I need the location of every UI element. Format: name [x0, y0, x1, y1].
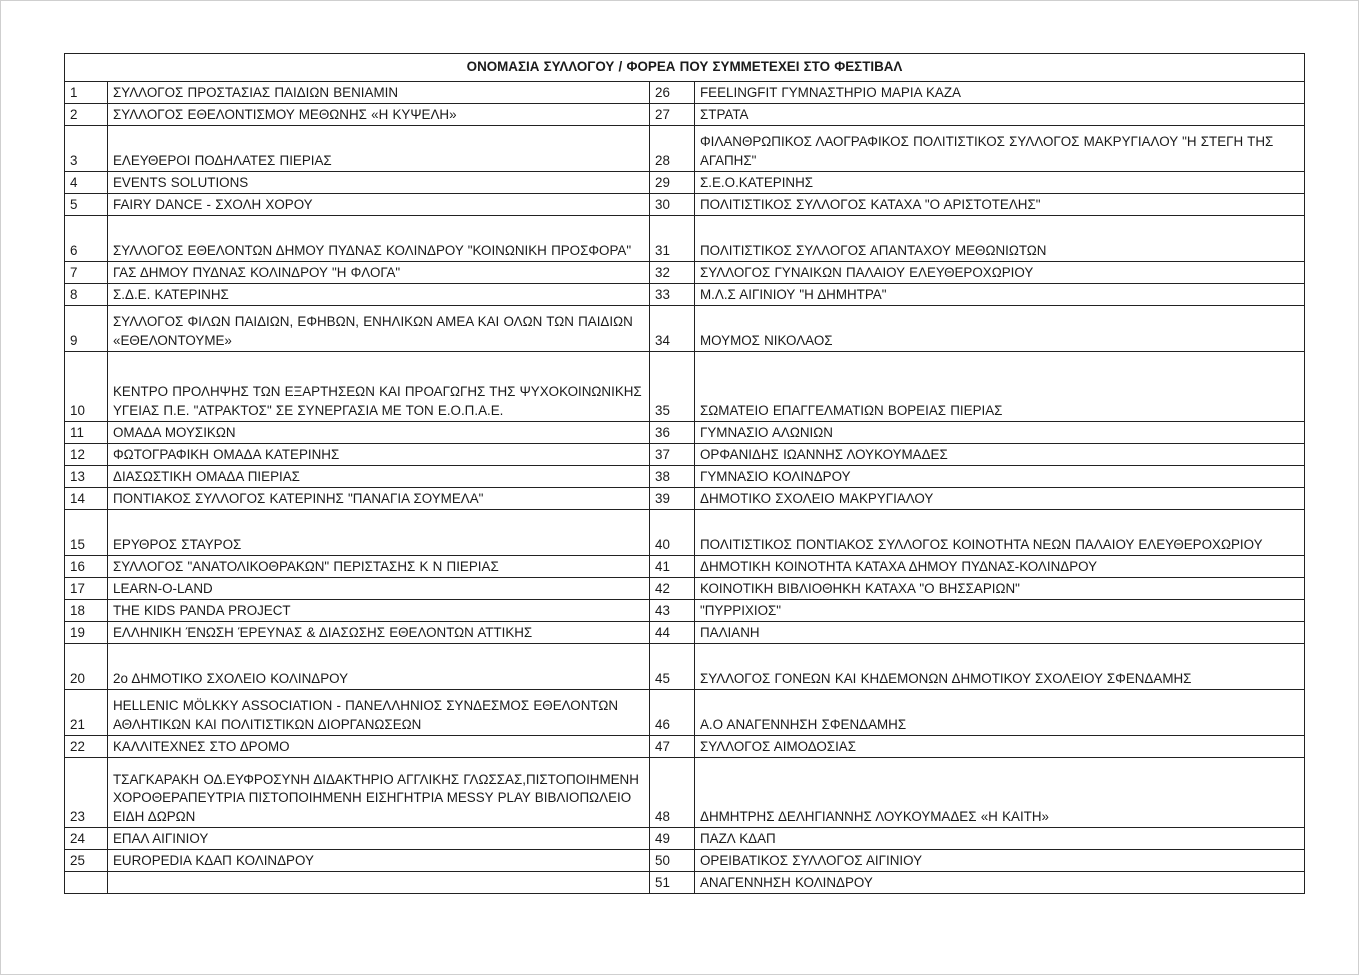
- organization-name-left: ΕΡΥΘΡΟΣ ΣΤΑΥΡΟΣ: [108, 510, 650, 556]
- organization-name-left: ΠΟΝΤΙΑΚΟΣ ΣΥΛΛΟΓΟΣ ΚΑΤΕΡΙΝΗΣ "ΠΑΝΑΓΙΑ ΣΟΥΜΕΛΑ": [108, 488, 650, 510]
- table-row: [65, 262, 1305, 284]
- row-number-right: 44: [650, 622, 695, 644]
- row-number-left: [65, 872, 108, 894]
- organization-name-left: Σ.Δ.Ε. ΚΑΤΕΡΙΝΗΣ: [108, 284, 650, 306]
- row-number-left: 22: [65, 736, 108, 758]
- row-number-right: 32: [650, 262, 695, 284]
- row-number-left: 13: [65, 466, 108, 488]
- row-number-right: 51: [650, 872, 695, 894]
- organization-name-right: Μ.Λ.Σ ΑΙΓΙΝΙΟΥ "Η ΔΗΜΗΤΡΑ": [695, 284, 1305, 306]
- row-number-right: 34: [650, 306, 695, 352]
- organization-name-right: ΦΙΛΑΝΘΡΩΠΙΚΟΣ ΛΑΟΓΡΑΦΙΚΟΣ ΠΟΛΙΤΙΣΤΙΚΟΣ ΣΥΛΛΟΓΟΣ ΜΑΚΡΥΓΙΑΛΟΥ "Η ΣΤΕΓΗ ΤΗΣ ΑΓΑΠΗΣ": [695, 126, 1305, 172]
- table-row: [65, 578, 1305, 600]
- organization-name-right: ΣΥΛΛΟΓΟΣ ΑΙΜΟΔΟΣΙΑΣ: [695, 736, 1305, 758]
- organization-name-left: LEARN-O-LAND: [108, 578, 650, 600]
- organization-name-right: ΓΥΜΝΑΣΙΟ ΚΟΛΙΝΔΡΟΥ: [695, 466, 1305, 488]
- organization-name-right: ΜΟΥΜΟΣ ΝΙΚΟΛΑΟΣ: [695, 306, 1305, 352]
- organization-name-right: FEELINGFIT ΓΥΜΝΑΣΤΗΡΙΟ ΜΑΡΙΑ ΚΑΖΑ: [695, 82, 1305, 104]
- row-number-right: 39: [650, 488, 695, 510]
- organization-name-right: ΔΗΜΗΤΡΗΣ ΔΕΛΗΓΙΑΝΝΗΣ ΛΟΥΚΟΥΜΑΔΕΣ «Η ΚΑΙΤΗ»: [695, 758, 1305, 828]
- organization-name-left: [108, 872, 650, 894]
- organization-name-right: ΣΥΛΛΟΓΟΣ ΓΥΝΑΙΚΩΝ ΠΑΛΑΙΟΥ ΕΛΕΥΘΕΡΟΧΩΡΙΟΥ: [695, 262, 1305, 284]
- organization-name-right: ΣΤΡΑΤΑ: [695, 104, 1305, 126]
- organization-name-right: ΠΑΖΛ ΚΔΑΠ: [695, 828, 1305, 850]
- row-number-left: 9: [65, 306, 108, 352]
- row-number-right: 29: [650, 172, 695, 194]
- table-title-row: [65, 54, 1305, 82]
- table-row: [65, 422, 1305, 444]
- row-number-left: 8: [65, 284, 108, 306]
- row-number-left: 18: [65, 600, 108, 622]
- table-row: [65, 352, 1305, 422]
- row-number-right: 27: [650, 104, 695, 126]
- row-number-left: 20: [65, 644, 108, 690]
- row-number-left: 10: [65, 352, 108, 422]
- row-number-right: 50: [650, 850, 695, 872]
- row-number-left: 2: [65, 104, 108, 126]
- organization-name-right: ΣΩΜΑΤΕΙΟ ΕΠΑΓΓΕΛΜΑΤΙΩΝ ΒΟΡΕΙΑΣ ΠΙΕΡΙΑΣ: [695, 352, 1305, 422]
- row-number-left: 12: [65, 444, 108, 466]
- row-number-left: 15: [65, 510, 108, 556]
- row-number-right: 30: [650, 194, 695, 216]
- organization-name-left: EVENTS SOLUTIONS: [108, 172, 650, 194]
- row-number-left: 14: [65, 488, 108, 510]
- organization-name-left: EUROPEDIA ΚΔΑΠ ΚΟΛΙΝΔΡΟΥ: [108, 850, 650, 872]
- organization-name-right: ΓΥΜΝΑΣΙΟ ΑΛΩΝΙΩΝ: [695, 422, 1305, 444]
- organization-name-left: HELLENIC MÖLKKY ASSOCIATION - ΠΑΝΕΛΛΗΝΙΟΣ ΣΥΝΔΕΣΜΟΣ ΕΘΕΛΟΝΤΩΝ ΑΘΛΗΤΙΚΩΝ ΚΑΙ ΠΟΛΙΤΙΣΤΙΚΩΝ ΔΙΟΡΓΑΝΩΣΕΩΝ: [108, 690, 650, 736]
- table-row: [65, 104, 1305, 126]
- organization-name-right: ΠΑΛΙΑΝΗ: [695, 622, 1305, 644]
- table-row: [65, 828, 1305, 850]
- organization-name-left: ΚΑΛΛΙΤΕΧΝΕΣ ΣΤΟ ΔΡΟΜΟ: [108, 736, 650, 758]
- row-number-left: 1: [65, 82, 108, 104]
- table-row: [65, 82, 1305, 104]
- row-number-right: 47: [650, 736, 695, 758]
- table-row: [65, 172, 1305, 194]
- row-number-right: 37: [650, 444, 695, 466]
- table-title: ΟΝΟΜΑΣΙΑ ΣΥΛΛΟΓΟΥ / ΦΟΡΕΑ ΠΟΥ ΣΥΜΜΕΤΕΧΕΙ ΣΤΟ ΦΕΣΤΙΒΑΛ: [65, 54, 1305, 82]
- row-number-right: 28: [650, 126, 695, 172]
- organization-name-right: ΠΟΛΙΤΙΣΤΙΚΟΣ ΠΟΝΤΙΑΚΟΣ ΣΥΛΛΟΓΟΣ ΚΟΙΝΟΤΗΤΑ ΝΕΩΝ ΠΑΛΑΙΟΥ ΕΛΕΥΘΕΡΟΧΩΡΙΟΥ: [695, 510, 1305, 556]
- table-row: [65, 644, 1305, 690]
- organization-name-right: ΟΡΕΙΒΑΤΙΚΟΣ ΣΥΛΛΟΓΟΣ ΑΙΓΙΝΙΟΥ: [695, 850, 1305, 872]
- organization-name-right: ΔΗΜΟΤΙΚΗ ΚΟΙΝΟΤΗΤΑ ΚΑΤΑΧΑ ΔΗΜΟΥ ΠΥΔΝΑΣ-ΚΟΛΙΝΔΡΟΥ: [695, 556, 1305, 578]
- table-row: [65, 872, 1305, 894]
- table-row: [65, 622, 1305, 644]
- row-number-right: 43: [650, 600, 695, 622]
- organization-name-left: ΓΑΣ ΔΗΜΟΥ ΠΥΔΝΑΣ ΚΟΛΙΝΔΡΟΥ "Η ΦΛΟΓΑ": [108, 262, 650, 284]
- row-number-right: 38: [650, 466, 695, 488]
- table-row: [65, 284, 1305, 306]
- organization-name-right: "ΠΥΡΡΙΧΙΟΣ": [695, 600, 1305, 622]
- table-row: [65, 466, 1305, 488]
- organization-name-left: ΣΥΛΛΟΓΟΣ ΦΙΛΩΝ ΠΑΙΔΙΩΝ, ΕΦΗΒΩΝ, ΕΝΗΛΙΚΩΝ ΑΜΕΑ ΚΑΙ ΟΛΩΝ ΤΩΝ ΠΑΙΔΙΩΝ «ΕΘΕΛΟΝΤΟΥΜΕ»: [108, 306, 650, 352]
- row-number-right: 45: [650, 644, 695, 690]
- organization-name-right: ΣΥΛΛΟΓΟΣ ΓΟΝΕΩΝ ΚΑΙ ΚΗΔΕΜΟΝΩΝ ΔΗΜΟΤΙΚΟΥ ΣΧΟΛΕΙΟΥ ΣΦΕΝΔΑΜΗΣ: [695, 644, 1305, 690]
- table-row: [65, 690, 1305, 736]
- row-number-left: 11: [65, 422, 108, 444]
- row-number-right: 46: [650, 690, 695, 736]
- organization-name-right: Σ.Ε.Ο.ΚΑΤΕΡΙΝΗΣ: [695, 172, 1305, 194]
- organization-name-right: Α.Ο ΑΝΑΓΕΝΝΗΣΗ ΣΦΕΝΔΑΜΗΣ: [695, 690, 1305, 736]
- row-number-left: 16: [65, 556, 108, 578]
- row-number-right: 40: [650, 510, 695, 556]
- row-number-left: 23: [65, 758, 108, 828]
- organization-name-left: FAIRY DANCE - ΣΧΟΛΗ ΧΟΡΟΥ: [108, 194, 650, 216]
- organization-name-left: ΦΩΤΟΓΡΑΦΙΚΗ ΟΜΑΔΑ ΚΑΤΕΡΙΝΗΣ: [108, 444, 650, 466]
- organization-name-left: 2ο ΔΗΜΟΤΙΚΟ ΣΧΟΛΕΙΟ ΚΟΛΙΝΔΡΟΥ: [108, 644, 650, 690]
- organization-name-left: ΤΣΑΓΚΑΡΑΚΗ ΟΔ.ΕΥΦΡΟΣΥΝΗ ΔΙΔΑΚΤΗΡΙΟ ΑΓΓΛΙΚΗΣ ΓΛΩΣΣΑΣ,ΠΙΣΤΟΠΟΙΗΜΕΝΗ ΧΟΡΟΘΕΡΑΠΕΥΤΡΙΑ ΠΙΣΤΟΠΟΙΗΜΕΝΗ ΕΙΣΗΓΗΤΡΙΑ MESSY PLAY ΒΙΒΛΙΟΠΩΛΕΙΟ ΕΙΔΗ ΔΩΡΩΝ: [108, 758, 650, 828]
- row-number-left: 5: [65, 194, 108, 216]
- row-number-right: 35: [650, 352, 695, 422]
- organization-name-right: ΟΡΦΑΝΙΔΗΣ ΙΩΑΝΝΗΣ ΛΟΥΚΟΥΜΑΔΕΣ: [695, 444, 1305, 466]
- organization-name-left: ΣΥΛΛΟΓΟΣ ΕΘΕΛΟΝΤΩΝ ΔΗΜΟΥ ΠΥΔΝΑΣ ΚΟΛΙΝΔΡΟΥ "ΚΟΙΝΩΝΙΚΗ ΠΡΟΣΦΟΡΑ": [108, 216, 650, 262]
- organization-name-right: ΚΟΙΝΟΤΙΚΗ ΒΙΒΛΙΟΘΗΚΗ ΚΑΤΑΧΑ "Ο ΒΗΣΣΑΡΙΩΝ": [695, 578, 1305, 600]
- organization-name-left: ΕΠΑΛ ΑΙΓΙΝΙΟΥ: [108, 828, 650, 850]
- participants-table: [64, 53, 1305, 894]
- table-row: [65, 306, 1305, 352]
- table-row: [65, 556, 1305, 578]
- table-row: [65, 758, 1305, 828]
- row-number-left: 7: [65, 262, 108, 284]
- row-number-left: 4: [65, 172, 108, 194]
- table-row: [65, 216, 1305, 262]
- row-number-left: 19: [65, 622, 108, 644]
- table-row: [65, 600, 1305, 622]
- row-number-right: 31: [650, 216, 695, 262]
- row-number-right: 26: [650, 82, 695, 104]
- organization-name-left: ΔΙΑΣΩΣΤΙΚΗ ΟΜΑΔΑ ΠΙΕΡΙΑΣ: [108, 466, 650, 488]
- table-row: [65, 736, 1305, 758]
- row-number-left: 17: [65, 578, 108, 600]
- organization-name-left: ΣΥΛΛΟΓΟΣ "ΑΝΑΤΟΛΙΚΟΘΡΑΚΩΝ" ΠΕΡΙΣΤΑΣΗΣ Κ Ν ΠΙΕΡΙΑΣ: [108, 556, 650, 578]
- row-number-right: 33: [650, 284, 695, 306]
- row-number-right: 49: [650, 828, 695, 850]
- row-number-left: 3: [65, 126, 108, 172]
- organization-name-right: ΔΗΜΟΤΙΚΟ ΣΧΟΛΕΙΟ ΜΑΚΡΥΓΙΑΛΟΥ: [695, 488, 1305, 510]
- organization-name-left: ΕΛΕΥΘΕΡΟΙ ΠΟΔΗΛΑΤΕΣ ΠΙΕΡΙΑΣ: [108, 126, 650, 172]
- table-row: [65, 126, 1305, 172]
- organization-name-left: ΚΕΝΤΡΟ ΠΡΟΛΗΨΗΣ ΤΩΝ ΕΞΑΡΤΗΣΕΩΝ ΚΑΙ ΠΡΟΑΓΩΓΗΣ ΤΗΣ ΨΥΧΟΚΟΙΝΩΝΙΚΗΣ ΥΓΕΙΑΣ Π.Ε. "ΑΤΡΑΚΤΟΣ" ΣΕ ΣΥΝΕΡΓΑΣΙΑ ΜΕ ΤΟΝ Ε.Ο.Π.Α.Ε.: [108, 352, 650, 422]
- table-row: [65, 850, 1305, 872]
- organization-name-right: ΠΟΛΙΤΙΣΤΙΚΟΣ ΣΥΛΛΟΓΟΣ ΚΑΤΑΧΑ "Ο ΑΡΙΣΤΟΤΕΛΗΣ": [695, 194, 1305, 216]
- row-number-right: 48: [650, 758, 695, 828]
- organization-name-left: THE KIDS PANDA PROJECT: [108, 600, 650, 622]
- row-number-right: 41: [650, 556, 695, 578]
- organization-name-right: ΑΝΑΓΕΝΝΗΣΗ ΚΟΛΙΝΔΡΟΥ: [695, 872, 1305, 894]
- row-number-left: 25: [65, 850, 108, 872]
- table-row: [65, 488, 1305, 510]
- organization-name-left: ΣΥΛΛΟΓΟΣ ΕΘΕΛΟΝΤΙΣΜΟΥ ΜΕΘΩΝΗΣ «Η ΚΥΨΕΛΗ»: [108, 104, 650, 126]
- row-number-left: 24: [65, 828, 108, 850]
- row-number-right: 36: [650, 422, 695, 444]
- organization-name-left: ΕΛΛΗΝΙΚΗ ΈΝΩΣΗ ΈΡΕΥΝΑΣ & ΔΙΑΣΩΣΗΣ ΕΘΕΛΟΝΤΩΝ ΑΤΤΙΚΗΣ: [108, 622, 650, 644]
- table-row: [65, 444, 1305, 466]
- table-row: [65, 510, 1305, 556]
- row-number-left: 6: [65, 216, 108, 262]
- row-number-right: 42: [650, 578, 695, 600]
- row-number-left: 21: [65, 690, 108, 736]
- organization-name-left: ΣΥΛΛΟΓΟΣ ΠΡΟΣΤΑΣΙΑΣ ΠΑΙΔΙΩΝ ΒΕΝΙΑΜΙΝ: [108, 82, 650, 104]
- organization-name-right: ΠΟΛΙΤΙΣΤΙΚΟΣ ΣΥΛΛΟΓΟΣ ΑΠΑΝΤΑΧΟΥ ΜΕΘΩΝΙΩΤΩΝ: [695, 216, 1305, 262]
- organization-name-left: ΟΜΑΔΑ ΜΟΥΣΙΚΩΝ: [108, 422, 650, 444]
- table-row: [65, 194, 1305, 216]
